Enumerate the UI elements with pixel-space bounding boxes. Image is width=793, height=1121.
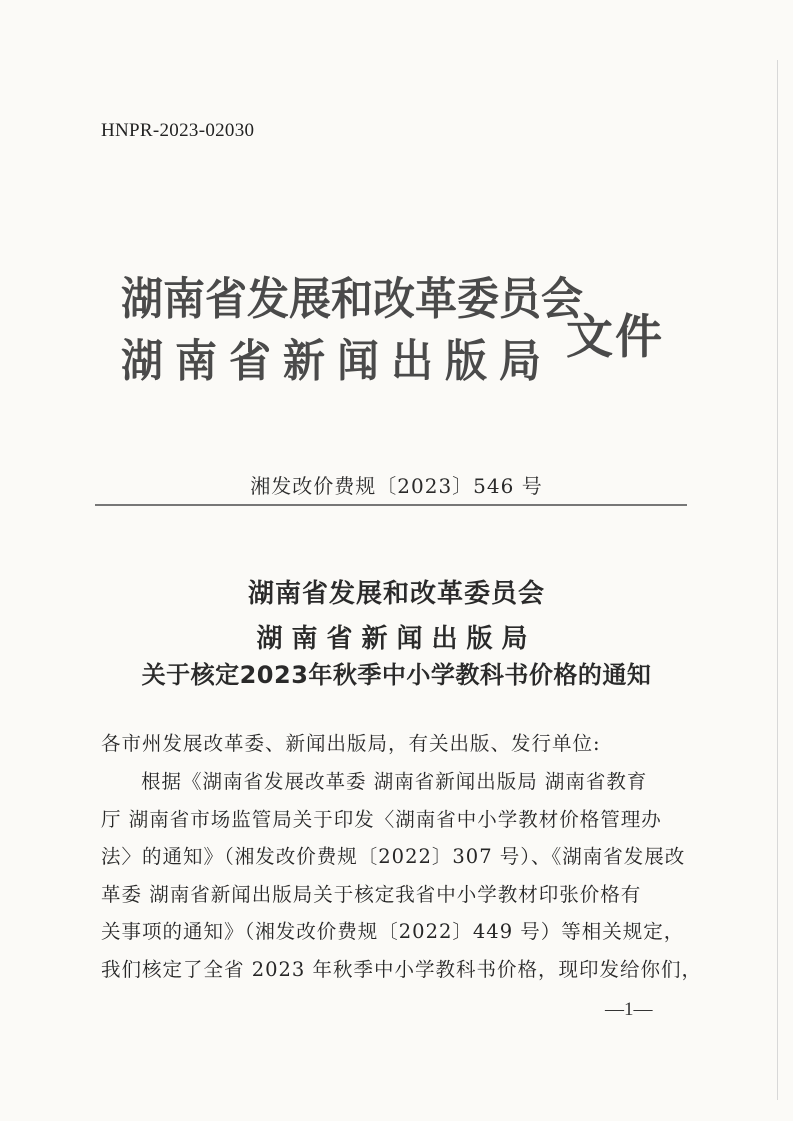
title-line-3: 关于核定2023年秋季中小学教科书价格的通知	[141, 661, 652, 689]
scan-edge-line	[777, 60, 778, 1100]
salutation: 各市州发展改革委、新闻出版局，有关出版、发行单位:	[101, 732, 601, 755]
header-suffix: 文件	[566, 310, 664, 365]
document-code: HNPR-2023-02030	[101, 120, 255, 141]
body-paragraph	[101, 763, 703, 988]
body-line: 根据《湖南省发展改革委 湖南省新闻出版局 湖南省教育	[141, 770, 648, 793]
body-line: 革委 湖南省新闻出版局关于核定我省中小学教材印张价格有	[101, 882, 642, 906]
title-line-2: 湖南省新闻出版局	[256, 624, 537, 654]
document-number: 湘发改价费规〔2023〕546 号	[250, 474, 543, 498]
body-line: 厅 湖南省市场监管局关于印发〈湖南省中小学教材价格管理办	[101, 807, 662, 831]
issuer-name-2: 湖南省新闻出版局	[121, 334, 554, 387]
header-divider	[95, 504, 687, 506]
issuer-name-1: 湖南省发展和改革委员会	[121, 272, 584, 325]
body-line: 关事项的通知》（湘发改价费规〔2022〕449 号）等相关规定，	[101, 920, 685, 943]
title-line-1: 湖南省发展和改革委员会	[247, 579, 545, 609]
body-line: 我们核定了全省 2023 年秋季中小学教科书价格，现印发给你们，	[101, 957, 703, 981]
page-number: —1—	[605, 999, 653, 1020]
body-line: 法〉的通知》（湘发改价费规〔2022〕307 号）、《湖南省发展改	[101, 845, 686, 868]
